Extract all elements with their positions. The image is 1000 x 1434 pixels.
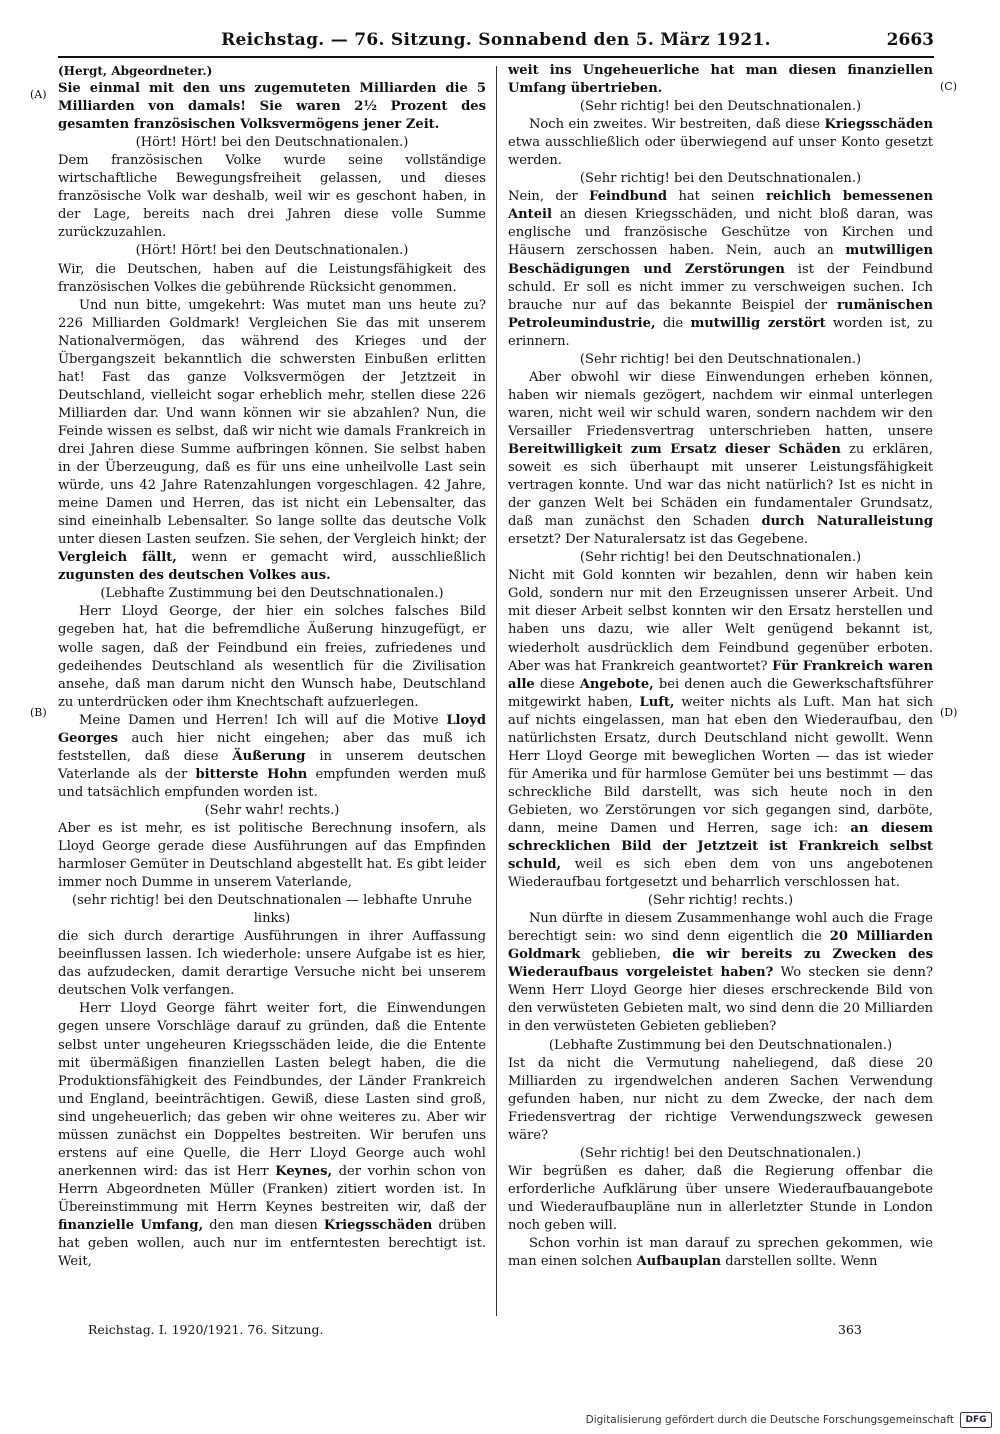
speaker-line: (Hergt, Abgeordneter.) bbox=[58, 64, 213, 78]
margin-marker-d: (D) bbox=[940, 706, 958, 719]
right-column bbox=[508, 62, 933, 1271]
interjection: (Sehr richtig! bei den Deutschnationalen.) bbox=[579, 171, 862, 187]
page-number: 2663 bbox=[886, 30, 934, 50]
interjection: (Sehr richtig! bei den Deutschnationalen.) bbox=[579, 99, 862, 115]
paragraph: Ist da nicht die Vermutung naheliegend, daß diese 20 Milliarden zu irgendwelchen anderen Sachen Verwendung gefunden haben, nur nicht zu dem Zwecke, der nach dem Friedensvertrag der richtige Verwendungszweck gewesen wäre? bbox=[508, 1055, 933, 1143]
paragraph: Meine Damen und Herren! Ich will auf die Motive Lloyd Georges auch hier nicht eingehen; aber das muß ich feststellen, daß diese Äußerung in unserem deutschen Vaterlande als der bitterste Hohn empfunden werden muß und tatsächlich empfunden worden ist. bbox=[58, 712, 486, 800]
margin-marker-b: (B) bbox=[30, 706, 47, 719]
interjection: (sehr richtig! bei den Deutschnationalen — lebhafte Unruhe links) bbox=[71, 893, 473, 927]
paragraph: Herr Lloyd George fährt weiter fort, die Einwendungen gegen unsere Vorschläge darauf zu gründen, daß die Entente selbst unter ungeheuren Kriegsschäden leide, die die Entente mit übermäßigen finanziellen Lasten belegt haben, die die Produktionsfähigkeit des Feindbundes, der Länder Frankreich und England, beeinträchtigen. Gewiß, diese Lasten sind groß, sind ungeheuerlich; das geben wir ohne weiteres zu. Aber wir müssen zunächst ein Doppeltes bestreiten. Wir berufen uns erstens auf eine Quelle, die Herr Lloyd George auch wohl anerkennen wird: das ist Herr Keynes, der vorhin schon von Herrn Abgeordneten Müller (Franken) zitiert worden ist. In Übereinstimmung mit Herrn Keynes bestreiten wir, daß der finanzielle Umfang, den man diesen Kriegsschäden drüben hat geben wollen, auch nur im entferntesten berechtigt ist. Weit, bbox=[58, 1001, 486, 1270]
paragraph: Dem französischen Volke wurde seine vollständige wirtschaftliche Bewegungsfreiheit gelassen, und dieses französische Volk war deshalb, weil wir es geschont haben, in der Lage, bereits nach drei Jahren diese volle Summe zurückzuzahlen. bbox=[58, 153, 486, 241]
interjection: (Sehr richtig! bei den Deutschnationalen.) bbox=[579, 351, 862, 367]
column-divider bbox=[496, 66, 497, 1316]
running-title: Reichstag. — 76. Sitzung. Sonnabend den 5. März 1921. bbox=[221, 30, 771, 50]
interjection: (Sehr richtig! rechts.) bbox=[647, 893, 794, 909]
paragraph: weit ins Ungeheuerliche hat man diesen finanziellen Umfang übertrieben. bbox=[508, 63, 933, 97]
paragraph: Aber es ist mehr, es ist politische Berechnung insofern, als Lloyd George gerade diese Ausführungen auf das Empfinden harmloser Gemüter in Deutschland abgestellt hat. Es gibt leider immer noch Dumme in unserem Vaterlande, bbox=[58, 820, 486, 891]
paragraph: Und nun bitte, umgekehrt: Was mutet man uns heute zu? 226 Milliarden Goldmark! Vergleichen Sie das mit unserem Nationalvermögen, das während des Krieges und der Übergangszeit bekanntlich die schwersten Einbußen erlitten hat! Fast das ganze Volksvermögen der Jetztzeit in Deutschland, vielleicht sogar erheblich mehr, stellen diese 226 Milliarden dar. Und wann können wir sie abzahlen? Nun, die Feinde wissen es selbst, daß wir nicht wie damals Frankreich in drei Jahren diese Summe aufbringen können. Sie selbst haben in der Überzeugung, daß es für uns eine unheilvolle Last sein würde, uns 42 Jahre Ratenzahlungen vorgeschlagen. 42 Jahre, meine Damen und Herren, das ist nicht ein Lebensalter, das sind eineinhalb Lebensalter. So lange sollte das deutsche Volk unter diesen Lasten seufzen. Sie sehen, der Vergleich hinkt; der Vergleich fällt, wenn er gemacht wird, ausschließlich zugunsten des deutschen Volkes aus. bbox=[58, 297, 487, 584]
paragraph: die sich durch derartige Ausführungen in ihrer Auffassung beeinflussen lassen. Ich wiederhole: unsere Aufgabe ist es hier, das aufzudecken, damit derartige Versuche nicht bei unserem deutschen Volk verfangen. bbox=[58, 929, 486, 999]
interjection: (Lebhafte Zustimmung bei den Deutschnationalen.) bbox=[100, 586, 444, 602]
dfg-credit-text: Digitalisierung gefördert durch die Deutsche Forschungsgemeinschaft bbox=[585, 1414, 954, 1426]
paragraph: Wir, die Deutschen, haben auf die Leistungsfähigkeit des französischen Volkes die gebührende Rücksicht genommen. bbox=[58, 261, 486, 295]
interjection: (Hört! Hört! bei den Deutschnationalen.) bbox=[135, 135, 409, 151]
dfg-credit bbox=[586, 1412, 992, 1428]
paragraph: Noch ein zweites. Wir bestreiten, daß diese Kriegsschäden etwa ausschließlich oder überwiegend auf unser Konto gesetzt werden. bbox=[508, 117, 933, 169]
header-rule bbox=[58, 56, 934, 58]
footer-signature: Reichstag. I. 1920/1921. 76. Sitzung. bbox=[88, 1322, 324, 1337]
paragraph: Sie einmal mit den uns zugemuteten Milliarden die 5 Milliarden von damals! Sie waren 2½ Prozent des gesamten französischen Volksvermögens jener Zeit. bbox=[58, 81, 486, 133]
paragraph: Nun dürfte in diesem Zusammenhange wohl auch die Frage berechtigt sein: wo sind denn eigentlich die 20 Milliarden Goldmark geblieben, die wir bereits zu Zwecken des Wiederaufbaus vorgeleistet haben? Wo stecken sie denn? Wenn Herr Lloyd George hier dieses erschreckende Bild von den verwüsteten Gebieten malt, wo sind denn die 20 Milliarden in den verwüsteten Gebieten geblieben? bbox=[508, 911, 934, 1035]
interjection: (Sehr wahr! rechts.) bbox=[204, 802, 340, 818]
interjection: (Sehr richtig! bei den Deutschnationalen.) bbox=[579, 550, 862, 566]
paragraph: Wir begrüßen es daher, daß die Regierung offenbar die erforderliche Aufklärung über unsere Wiederaufbauangebote und Wiederaufbaupläne nun in allerletzter Stunde in London noch geben will. bbox=[508, 1163, 933, 1233]
margin-marker-c: (C) bbox=[940, 80, 957, 93]
paragraph: Nicht mit Gold konnten wir bezahlen, denn wir haben kein Gold, sondern nur mit den Erzeugnissen unserer Arbeit. Und mit dieser Arbeit selbst konnten wir den Ersatz herstellen und haben uns dazu, wie aller Welt genügend bekannt ist, wiederholt ausdrücklich dem Feindbund gegenüber erboten. Aber was hat Frankreich geantwortet? Für Frankreich waren alle diese Angebote, bei denen auch die Gewerkschaftsführer mitgewirkt haben, Luft, weiter nichts als Luft. Man hat sich auf nichts eingelassen, man hat eben den Wiederaufbau, den natürlichsten Ersatz, durch Deutschland nicht gewollt. Wenn Herr Lloyd George mit beweglichen Worten — das ist wieder für Amerika und für harmlose Gemüter bei uns bestimmt — das schreckliche Bild darstellt, was sich heute noch in den Gebieten, wo Zerstörungen vor sich gegangen sind, darböte, dann, meine Damen und Herren, sage ich: an diesem schrecklichen Bild der Jetztzeit ist Frankreich selbst schuld, weil es sich eben dem von uns angebotenen Wiederaufbau fortgesetzt und beharrlich verschlossen hat. bbox=[508, 568, 934, 891]
footer-sheet-number: 363 bbox=[838, 1322, 862, 1337]
dfg-logo-icon: DFG bbox=[960, 1412, 992, 1428]
interjection: (Lebhafte Zustimmung bei den Deutschnationalen.) bbox=[548, 1037, 893, 1053]
paragraph: Aber obwohl wir diese Einwendungen erheben können, haben wir niemals gezögert, nachdem wir einmal unterlegen waren, nicht weil wir schuld waren, sondern nachdem wir den Versailler Friedensvertrag unterschrieben hatten, unsere Bereitwilligkeit zum Ersatz dieser Schäden zu erklären, soweit es sich überhaupt mit unserer Leistungsfähigkeit vertragen konnte. Und war das nicht natürlich? Ist es nicht in der ganzen Welt bei Schäden ein fundamentaler Grundsatz, daß man zunächst den Schaden durch Naturalleistung ersetzt? Der Naturalersatz ist das Gegebene. bbox=[508, 369, 933, 548]
interjection: (Hört! Hört! bei den Deutschnationalen.) bbox=[135, 243, 409, 259]
left-column bbox=[58, 62, 486, 1271]
paragraph: Herr Lloyd George, der hier ein solches falsches Bild gegeben hat, hat die befremdliche Äußerung hinzugefügt, er wolle sagen, daß der Feindbund ein freies, zufriedenes und gedeihendes Deutschland als wesentlich für die Zivilisation ansehe, daß man darum nicht den Wunsch habe, Deutschland zu unterdrücken oder ihm Knechtschaft aufzuerlegen. bbox=[58, 604, 486, 710]
interjection: (Sehr richtig! bei den Deutschnationalen.) bbox=[579, 1145, 862, 1161]
page-header bbox=[58, 30, 934, 54]
margin-marker-a: (A) bbox=[30, 88, 47, 101]
paragraph: Schon vorhin ist man darauf zu sprechen gekommen, wie man einen solchen Aufbauplan darstellen sollte. Wenn bbox=[508, 1236, 933, 1270]
paragraph: Nein, der Feindbund hat seinen reichlich bemessenen Anteil an diesen Kriegsschäden, und nicht bloß daran, was englische und französische Geschütze von Kirchen und Häusern zerschossen haben. Nein, auch an mutwilligen Beschädigungen und Zerstörungen ist der Feindbund schuld. Er soll es nicht immer zu verschweigen suchen. Ich brauche nur auf das bekannte Beispiel der rumänischen Petroleumindustrie, die mutwillig zerstört worden ist, zu erinnern. bbox=[508, 189, 934, 349]
